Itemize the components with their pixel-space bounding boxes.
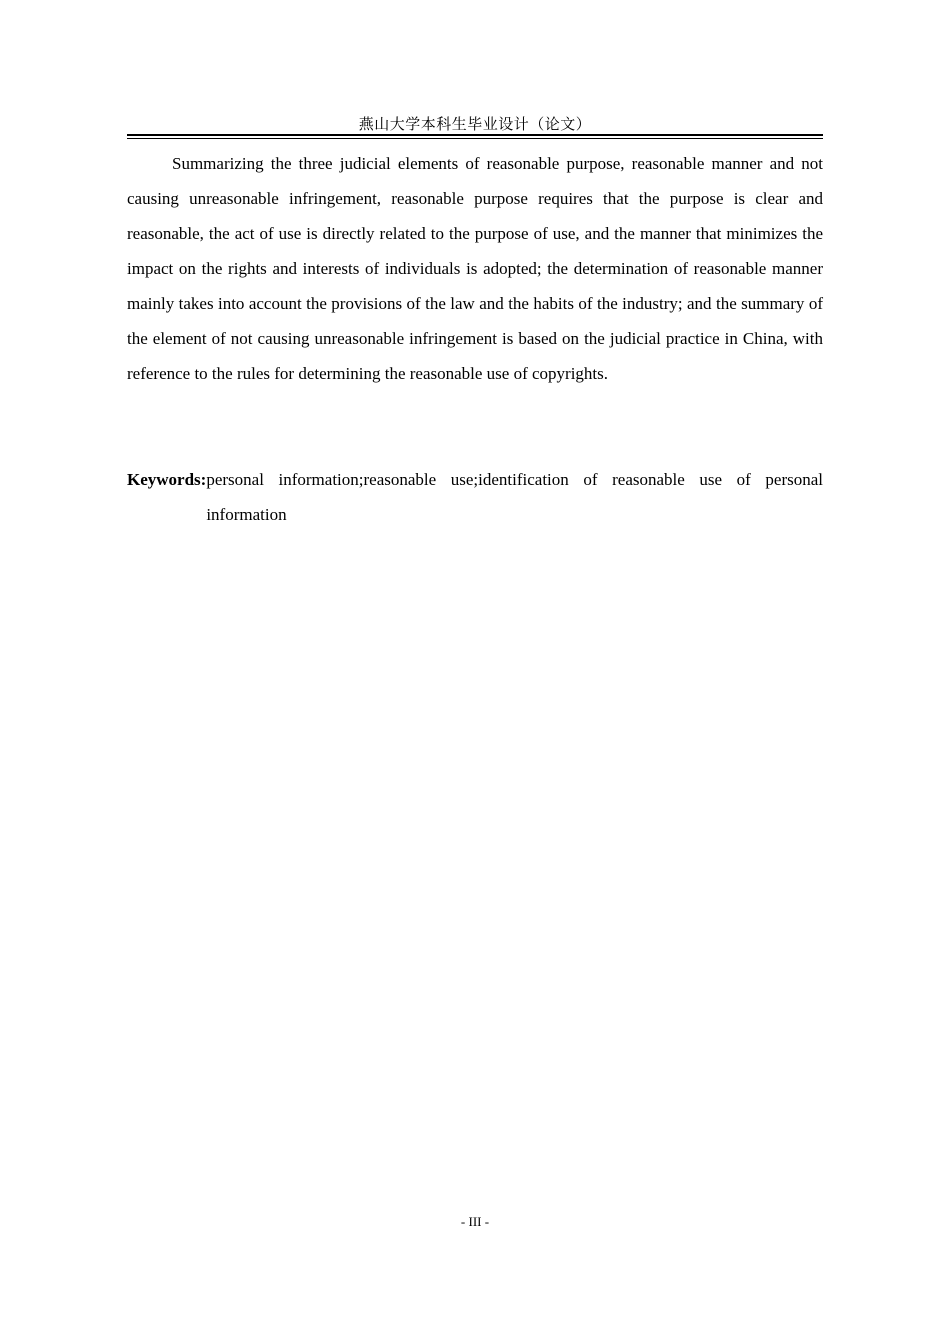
keywords-text: personal information;reasonable use;identification of reasonable use of personal information xyxy=(206,470,823,524)
keywords-line xyxy=(127,462,823,532)
running-header: 燕山大学本科生毕业设计（论文） xyxy=(358,115,592,133)
abstract-paragraph: Summarizing the three judicial elements of reasonable purpose, reasonable manner and not causing unreasonable infringement, reasonable purpose requires that the purpose is clear and reasonable, the act of use is directly related to the purpose of use, and the manner that minimizes the impact on the rights and interests of individuals is adopted; the determination of reasonable manner mainly takes into account the provisions of the law and the habits of the industry; and the summary of the element of not causing unreasonable infringement is based on the judicial practice in China, with reference to the rules for determining the reasonable use of copyrights. xyxy=(127,154,823,383)
header-rule-thin xyxy=(127,138,823,139)
page-number: - III - xyxy=(460,1214,490,1229)
keywords-label: Keywords: xyxy=(127,470,207,489)
header-rule-thick xyxy=(127,134,823,136)
